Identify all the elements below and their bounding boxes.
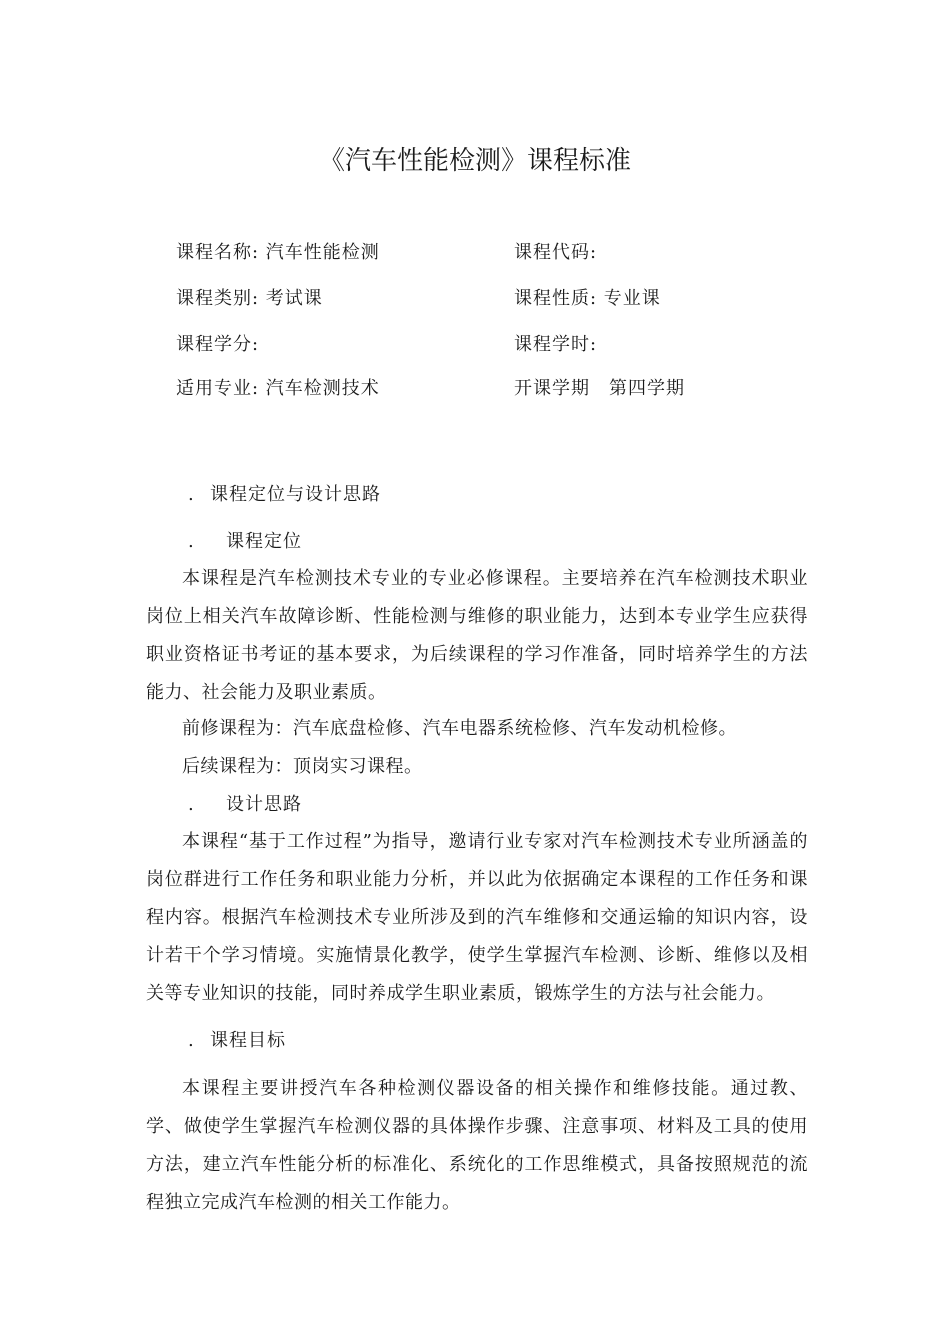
design-paragraph: 本课程“基于工作过程”为指导，邀请行业专家对汽车检测技术专业所涵盖的岗位群进行工作任务和职业能力分析，并以此为依据确定本课程的工作任务和课程内容。根据汽车检测技术专业所涉及到的汽车维修和交通运输的知识内容，设计若干个学习情境。实施情景化教学，使学生掌握汽车检测、诊断、维修以及相关等专业知识的技能，同时养成学生职业素质，锻炼学生的方法与社会能力。 <box>146 831 808 1004</box>
course-category: 课程类别: 考试课 <box>176 288 323 309</box>
semester: 开课学期 第四学期 <box>514 378 685 399</box>
course-name: 课程名称: 汽车性能检测 <box>176 242 380 263</box>
followup-courses: 后续课程为：顶岗实习课程。 <box>182 756 423 777</box>
course-credit: 课程学分: <box>176 334 260 355</box>
subsection-number: . <box>188 794 195 815</box>
section-heading-objectives <box>188 1026 286 1052</box>
section-heading-positioning-design <box>188 480 381 506</box>
prerequisite-courses: 前修课程为：汽车底盘检修、汽车电器系统检修、汽车发动机检修。 <box>182 718 737 739</box>
course-code: 课程代码: <box>514 242 598 263</box>
document-title: 《汽车性能检测》课程标准 <box>318 146 631 176</box>
course-nature: 课程性质: 专业课 <box>514 288 661 309</box>
subsection-title: 设计思路 <box>226 794 302 815</box>
section-number: . <box>188 484 195 505</box>
section-title: 课程定位与设计思路 <box>210 484 381 505</box>
course-hours: 课程学时: <box>514 334 598 355</box>
subsection-number: . <box>188 531 195 552</box>
subsection-heading-positioning <box>188 527 302 553</box>
subsection-heading-design <box>188 790 302 816</box>
section-title: 课程目标 <box>210 1030 286 1051</box>
applicable-major: 适用专业: 汽车检测技术 <box>176 378 380 399</box>
objectives-paragraph: 本课程主要讲授汽车各种检测仪器设备的相关操作和维修技能。通过教、学、做使学生掌握汽车检测仪器的具体操作步骤、注意事项、材料及工具的使用方法，建立汽车性能分析的标准化、系统化的工作思维模式，具备按照规范的流程独立完成汽车检测的相关工作能力。 <box>146 1078 808 1213</box>
positioning-paragraph: 本课程是汽车检测技术专业的专业必修课程。主要培养在汽车检测技术职业岗位上相关汽车故障诊断、性能检测与维修的职业能力，达到本专业学生应获得职业资格证书考证的基本要求，为后续课程的学习作准备，同时培养学生的方法能力、社会能力及职业素质。 <box>146 568 808 703</box>
subsection-title: 课程定位 <box>226 531 302 552</box>
section-number: . <box>188 1030 195 1051</box>
